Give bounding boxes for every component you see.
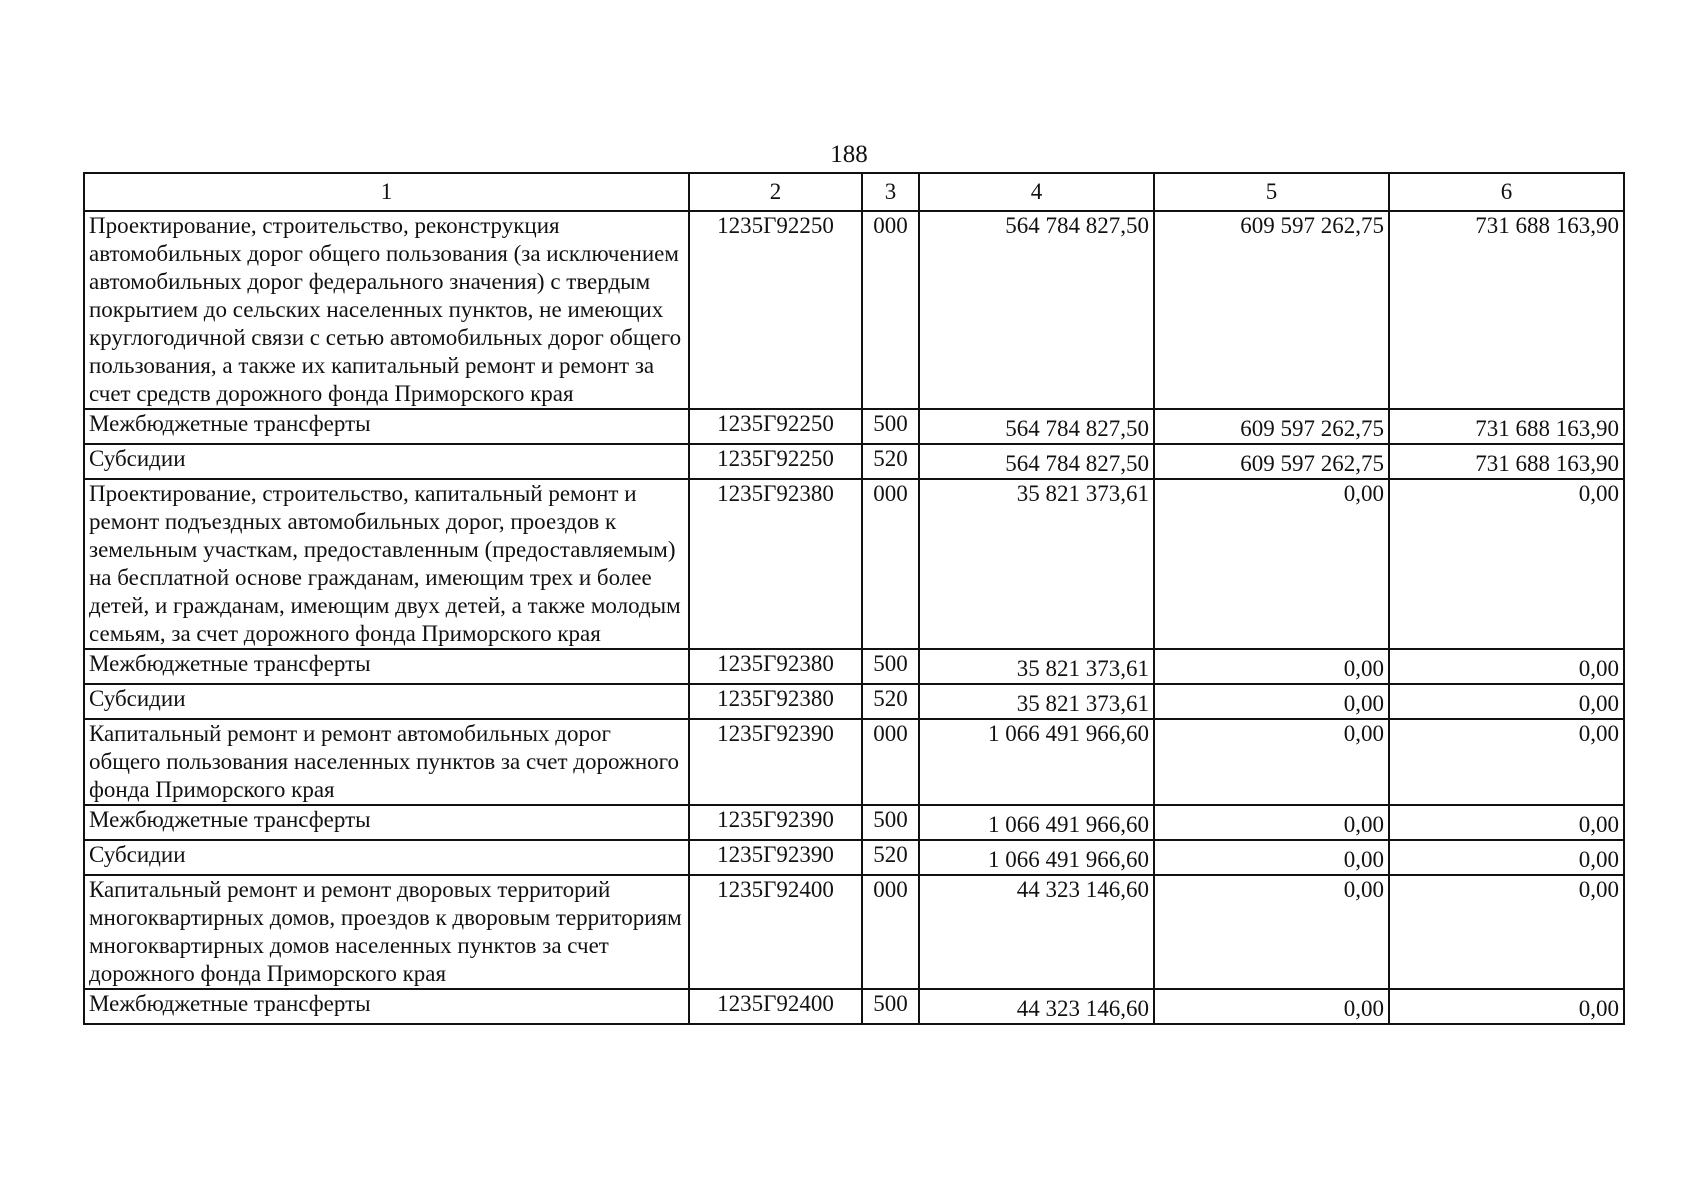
row-sum-col-4: 564 784 827,50: [919, 444, 1154, 479]
table-row: [84, 409, 1624, 444]
table-row: [84, 840, 1624, 875]
row-target-code: 1235Г92390: [689, 805, 862, 840]
row-target-code: 1235Г92380: [689, 479, 862, 649]
header-col-4: 4: [919, 173, 1154, 211]
row-name: Проектирование, строительство, капитальный ремонт и ремонт подъездных автомобильных дорог, проездов к земельным участкам, предоставленным (предоставляемым) на бесплатной основе гражданам, имеющим трех и более детей, и гражданам, имеющим двух детей, а также молодым семьям, за счет дорожного фонда Приморского края: [84, 479, 689, 649]
row-sum-col-6: 0,00: [1389, 989, 1624, 1024]
header-col-5: 5: [1154, 173, 1389, 211]
row-sum-col-4: 564 784 827,50: [919, 211, 1154, 409]
row-sum-col-5: 0,00: [1154, 805, 1389, 840]
row-sum-col-6: 731 688 163,90: [1389, 409, 1624, 444]
row-target-code: 1235Г92390: [689, 719, 862, 805]
row-expense-type: 520: [862, 840, 919, 875]
row-sum-col-6: 0,00: [1389, 719, 1624, 805]
row-sum-col-4: 35 821 373,61: [919, 479, 1154, 649]
row-target-code: 1235Г92380: [689, 684, 862, 719]
row-sum-col-4: 564 784 827,50: [919, 409, 1154, 444]
row-sum-col-5: 0,00: [1154, 649, 1389, 684]
row-sum-col-5: 0,00: [1154, 719, 1389, 805]
row-name: Капитальный ремонт и ремонт автомобильных дорог общего пользования населенных пунктов за счет дорожного фонда Приморского края: [84, 719, 689, 805]
table-row: [84, 989, 1624, 1024]
row-sum-col-6: 0,00: [1389, 479, 1624, 649]
row-expense-type: 500: [862, 805, 919, 840]
row-expense-type: 500: [862, 989, 919, 1024]
row-target-code: 1235Г92400: [689, 989, 862, 1024]
row-name: Межбюджетные трансферты: [84, 805, 689, 840]
table-row: [84, 649, 1624, 684]
row-sum-col-4: 1 066 491 966,60: [919, 840, 1154, 875]
row-expense-type: 000: [862, 875, 919, 989]
row-sum-col-6: 0,00: [1389, 805, 1624, 840]
row-name: Проектирование, строительство, реконструкция автомобильных дорог общего пользования (за исключением автомобильных дорог федерального значения) с твердым покрытием до сельских населенных пунктов, не имеющих круглогодичной связи с сетью автомобильных дорог общего пользования, а также их капитальный ремонт и ремонт за счет средств дорожного фонда Приморского края: [84, 211, 689, 409]
row-sum-col-6: 731 688 163,90: [1389, 444, 1624, 479]
row-expense-type: 000: [862, 719, 919, 805]
row-sum-col-5: 609 597 262,75: [1154, 444, 1389, 479]
row-target-code: 1235Г92250: [689, 211, 862, 409]
row-sum-col-5: 0,00: [1154, 989, 1389, 1024]
row-expense-type: 000: [862, 479, 919, 649]
row-sum-col-4: 35 821 373,61: [919, 684, 1154, 719]
row-target-code: 1235Г92250: [689, 444, 862, 479]
row-sum-col-6: 0,00: [1389, 875, 1624, 989]
row-name: Субсидии: [84, 840, 689, 875]
row-target-code: 1235Г92390: [689, 840, 862, 875]
table-row: [84, 684, 1624, 719]
row-expense-type: 500: [862, 409, 919, 444]
row-sum-col-5: 0,00: [1154, 479, 1389, 649]
row-target-code: 1235Г92400: [689, 875, 862, 989]
header-col-2: 2: [689, 173, 862, 211]
row-sum-col-5: 0,00: [1154, 875, 1389, 989]
row-sum-col-6: 0,00: [1389, 649, 1624, 684]
row-expense-type: 000: [862, 211, 919, 409]
budget-table: [83, 172, 1625, 1025]
header-row: [84, 173, 1624, 211]
row-expense-type: 520: [862, 684, 919, 719]
row-name: Субсидии: [84, 444, 689, 479]
header-col-6: 6: [1389, 173, 1624, 211]
row-sum-col-6: 0,00: [1389, 840, 1624, 875]
header-col-3: 3: [862, 173, 919, 211]
row-target-code: 1235Г92250: [689, 409, 862, 444]
table-row: [84, 875, 1624, 989]
row-name: Межбюджетные трансферты: [84, 989, 689, 1024]
row-name: Межбюджетные трансферты: [84, 409, 689, 444]
row-sum-col-5: 609 597 262,75: [1154, 409, 1389, 444]
table-row: [84, 805, 1624, 840]
row-target-code: 1235Г92380: [689, 649, 862, 684]
table-row: [84, 444, 1624, 479]
row-expense-type: 520: [862, 444, 919, 479]
table-row: [84, 719, 1624, 805]
row-sum-col-5: 0,00: [1154, 840, 1389, 875]
row-expense-type: 500: [862, 649, 919, 684]
row-sum-col-4: 1 066 491 966,60: [919, 719, 1154, 805]
table-row: [84, 479, 1624, 649]
row-sum-col-5: 0,00: [1154, 684, 1389, 719]
row-sum-col-6: 731 688 163,90: [1389, 211, 1624, 409]
row-sum-col-4: 44 323 146,60: [919, 989, 1154, 1024]
header-col-1: 1: [84, 173, 689, 211]
row-name: Межбюджетные трансферты: [84, 649, 689, 684]
row-sum-col-4: 44 323 146,60: [919, 875, 1154, 989]
row-sum-col-4: 1 066 491 966,60: [919, 805, 1154, 840]
row-sum-col-6: 0,00: [1389, 684, 1624, 719]
row-sum-col-5: 609 597 262,75: [1154, 211, 1389, 409]
table-row: [84, 211, 1624, 409]
page-number: 188: [830, 141, 868, 168]
row-sum-col-4: 35 821 373,61: [919, 649, 1154, 684]
row-name: Субсидии: [84, 684, 689, 719]
row-name: Капитальный ремонт и ремонт дворовых территорий многоквартирных домов, проездов к дворовым территориям многоквартирных домов населенных пунктов за счет дорожного фонда Приморского края: [84, 875, 689, 989]
